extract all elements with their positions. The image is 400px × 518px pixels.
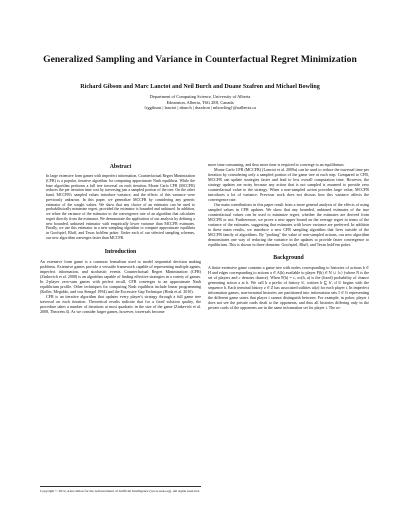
affiliation-dept: Department of Computing Science, University of Alberta (149, 94, 251, 99)
paper-title: Generalized Sampling and Variance in Counterfactual Regret Minimization (43, 54, 357, 65)
abstract-text: In large extensive form games with imperfect information, Counterfactual Regret Minimization (CFR) is a popular, iterative algorithm for computing approximate Nash equilibria. While the base algorithm performs a full tree traversal on each iteration, Monte Carlo CFR (MCCFR) reduces the per iteration time cost by traversing just a sampled portion of the tree. On the other hand, MCCFR's sampled values introduce variance, and the effects of this variance were previously unknown. In this paper, we generalize MCCFR by considering any generic estimator of the sought values. We show that any choice of an estimator can be used to probabilistically minimize regret, provided the estimator is bounded and unbiased. In addition, we relate the variance of the estimator to the convergence rate of an algorithm that calculates regret directly from the estimator. We demonstrate the application of our analysis by defining a new bounded, unbiased estimator with empirically lower variance than MCCFR estimates. Finally, we use this estimator in a new sampling algorithm to compute approximate equilibria in Goofspiel, Bluff, and Texas hold'em poker. Under each of our selected sampling schemes, our new algorithm converges faster than MCCFR. (46, 174, 195, 240)
body-paragraph: more time consuming, and thus more time is required to converge to an equilibrium. (208, 162, 345, 167)
intro-paragraph: An extensive form game is a common formalism used to model sequential decision making problems. Extensive games provide a versatile framework capable of representing multiple agents, imperfect information, and stochastic events. Counterfactual Regret Minimization (CFR) (Zinkevich et al. 2008) is an algorithm capable of finding effective strategies in a variety of games. In 2-player zero-sum games with perfect recall, CFR converges to an approximate Nash equilibrium profile. Other techniques for computing Nash equilibria include linear programming (Koller, Megiddo, and von Stengel 1994) and the Excessive Gap Technique (Hoda et al. 2010). (40, 258, 201, 294)
body-paragraph: Our main contributions in this paper result from a more general analysis of the effects of using sampled values in CFR updates. We show that any bounded, unbiased estimates of the true counterfactual values can be used to minimize regret, whether the estimates are derived from MCCFR or not. Furthermore, we prove a new upper bound on the average regret in terms of the variance of the estimates, suggesting that estimates with lower variance are preferred. In addition to these main results, we introduce a new CFR sampling algorithm that lives outside of the MCCFR family of algorithms. By "probing" the value of non-sampled actions, our new algorithm demonstrates one way of reducing the variance in the updates to provide faster convergence to equilibrium. This is shown in three domains: Goofspiel, Bluff, and Texas hold'em poker. (208, 202, 369, 248)
copyright-footnote: Copyright © 2012, Association for the Advancement of Artificial Intelligence (www.aaai.org). All rights reserved. (40, 486, 201, 493)
author-list: Richard Gibson and Marc Lanctot and Neil Burch and Duane Szafron and Michael Bowling (80, 84, 320, 90)
affiliation-emails: {rggibson | lanctot | nburch | dszafron | mbowling}@ualberta.ca (143, 105, 257, 110)
affiliation-city: Edmonton, Alberta, T6G 2E8, Canada (166, 99, 234, 105)
background-paragraph: A finite extensive game contains a game tree with nodes corresponding to histories of actions h ∈ H and edges corresponding to actions a ∈ A(h) available to player P(h) ∈ N ∪ {c} (where N is the set of players and c denotes chance). When P(h) = c, σc(h, a) is the (fixed) probability of chance generating action a at h. We call h a prefix of history h′, written h ⊑ h′, if h′ begins with the sequence h. Each terminal history z ∈ Z has associated utilities ui(z) for each player i. In imperfect information games, non-terminal histories are partitioned into information sets I ∈ Ii representing the different game states that player i cannot distinguish between. For example, in poker, player i does not see the private cards dealt to the opponents, and thus all histories differing only in the private cards of the opponents are in the same information set for player i. The ac- (208, 265, 369, 311)
body-paragraph: Monte Carlo CFR (MCCFR) (Lanctot et al. 2009a) can be used to reduce the traversal time per iteration by considering only a sampled portion of the game tree at each step. Compared to CFR, MCCFR can update strategies faster and lead to less overall computation time. However, the strategy updates are noisy because any action that is not sampled is assumed to provide zero counterfactual value to the strategy. When a non-sampled action provides large value, MCCFR introduces a lot of variance. Previous work does not discuss how this variance affects the convergence rate. (208, 167, 369, 203)
intro-paragraph: CFR is an iterative algorithm that updates every player's strategy through a full game tree traversal on each iteration. Theoretical results indicate that for a fixed solution quality, the procedure takes a number of iterations at most quadratic in the size of the game (Zinkevich et al. 2008, Theorem 4). As we consider larger games, however, traversals become (40, 293, 201, 314)
abstract-heading: Abstract (109, 164, 132, 170)
introduction-heading: Introduction (104, 248, 137, 255)
left-column (40, 164, 201, 314)
background-heading: Background (273, 255, 304, 262)
right-column (208, 162, 369, 310)
